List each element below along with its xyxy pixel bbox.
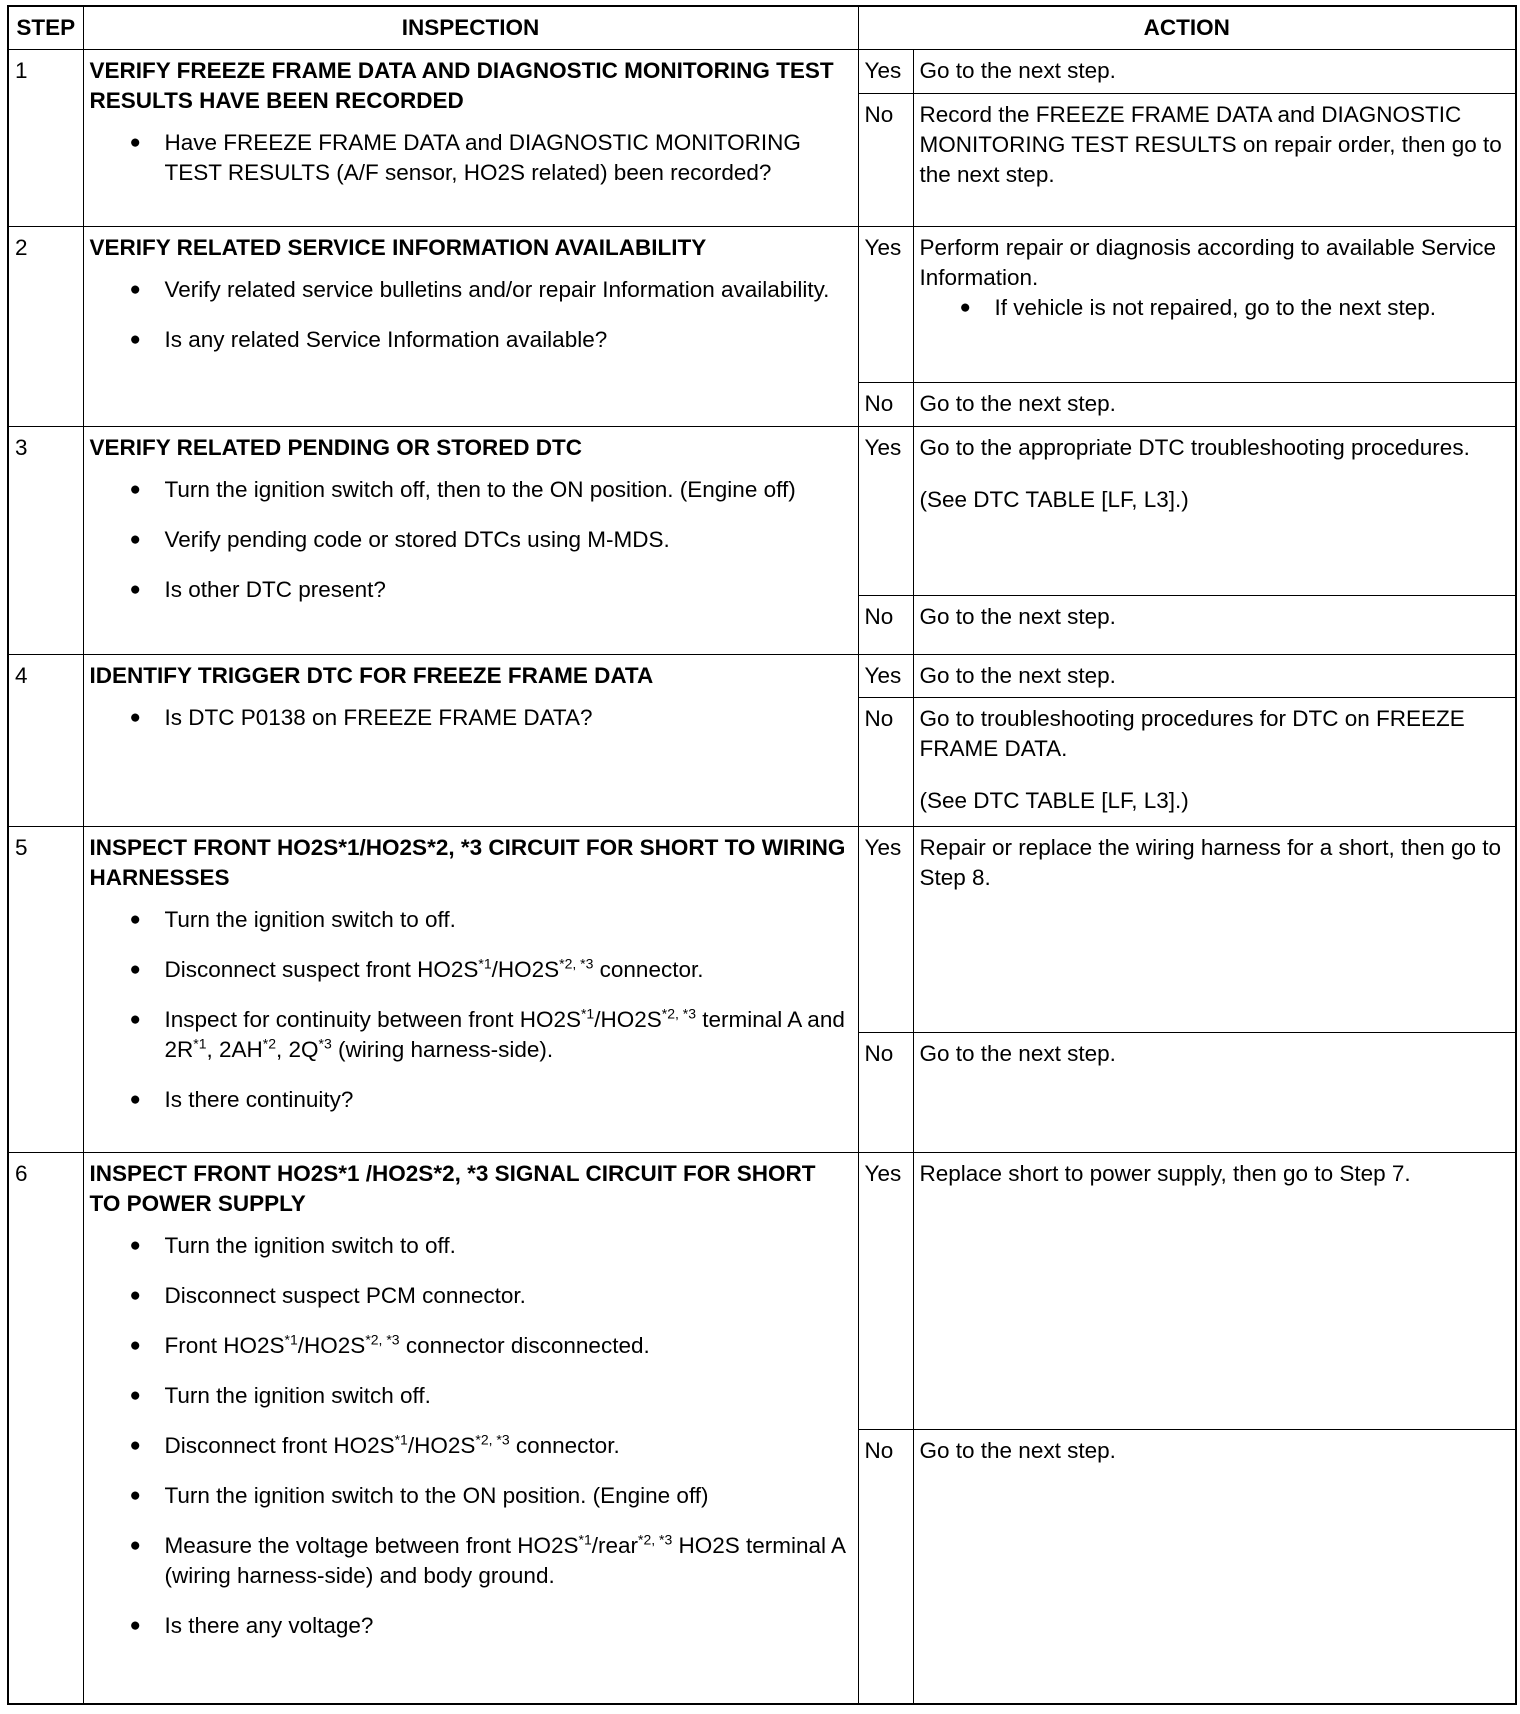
yes-action: Go to the appropriate DTC troubleshooting procedures. [919,434,1470,460]
action-bullets [920,293,1510,323]
step-row-3 [8,426,1516,596]
inspection-bullet: ● Inspect for continuity between front $HO2S^{*1}/HO2S^{*2, *3}$ terminal A and $2R^{*1}$, 2AH$^{*2}$, $2Q^{*3}$ (wiring harness-side). [90,1005,852,1065]
yes-action: Repair or replace the wiring harness for a short, then go to Step 8. [913,827,1516,1033]
inspection-bullet: ● Disconnect suspect front $HO2S^{*1}/HO2S^{*2, *3}$ connector. [90,955,852,985]
inspection-bullet: ● Turn the ignition switch off. [90,1381,852,1411]
step-row-1 [8,50,1516,93]
inspection-cell [83,654,858,827]
yes-label: Yes [858,426,913,596]
inspection-title: VERIFY RELATED PENDING OR STORED DTC [89,434,583,460]
inspection-bullet: ● Is DTC P0138 on FREEZE FRAME DATA? [90,703,852,733]
step-number: 6 [8,1153,83,1704]
inspection-title: INSPECT FRONT HO2S*1/HO2S*2, *3 CIRCUIT FOR SHORT TO WIRING HARNESSES [89,835,846,891]
inspection-bullet: ● Is any related Service Information available? [90,325,852,355]
step-number: 3 [8,426,83,654]
diagnostic-procedure-table [7,5,1517,1705]
inspection-bullet: ● Is there continuity? [90,1085,852,1115]
yes-action-cell [913,226,1516,382]
inspection-bullets [90,703,852,733]
inspection-bullet: ● Disconnect suspect PCM connector. [90,1281,852,1311]
inspection-bullet: ● Turn the ignition switch to off. [90,905,852,935]
dtc-table-reference: (See DTC TABLE [LF, L3].) [919,486,1189,512]
inspection-bullet: ● Disconnect front $HO2S^{*1}/HO2S^{*2, *3}$ connector. [90,1431,852,1461]
yes-action-cell [913,426,1516,596]
inspection-bullet: ● Measure the voltage between front $HO2S^{*1}/rear^{*2, *3}$ HO2S terminal A (wiring harness-side) and body ground. [90,1531,852,1591]
inspection-bullet: ● Turn the ignition switch off, then to the ON position. (Engine off) [90,475,852,505]
yes-label: Yes [858,226,913,382]
inspection-cell [83,827,858,1153]
inspection-bullets [90,275,852,355]
inspection-bullet: ● Verify related service bulletins and/or repair Information availability. [90,275,852,305]
step-number: 4 [8,654,83,827]
no-action-cell [913,698,1516,827]
inspection-title: VERIFY FREEZE FRAME DATA AND DIAGNOSTIC MONITORING TEST RESULTS HAVE BEEN RECORDED [89,58,834,114]
inspection-cell [83,226,858,426]
yes-action: Go to the next step. [913,654,1516,697]
header-action: ACTION [858,6,1516,50]
step-row-6 [8,1153,1516,1430]
inspection-bullet: ● Is other DTC present? [90,575,852,605]
no-action: Record the FREEZE FRAME DATA and DIAGNOSTIC MONITORING TEST RESULTS on repair order, then go to the next step. [913,93,1516,226]
no-action: Go to the next step. [913,1033,1516,1153]
inspection-bullet: ● Is there any voltage? [90,1611,852,1641]
header-step: STEP [8,6,83,50]
inspection-bullet: ● Verify pending code or stored DTCs using M-MDS. [90,525,852,555]
step-number: 5 [8,827,83,1153]
action-bullet: ● If vehicle is not repaired, go to the next step. [920,293,1510,323]
inspection-bullets [90,905,852,1115]
yes-action: Go to the next step. [913,50,1516,93]
inspection-cell [83,426,858,654]
no-label: No [858,1429,913,1704]
inspection-bullet: ● Turn the ignition switch to off. [90,1231,852,1261]
no-label: No [858,383,913,426]
inspection-cell [83,1153,858,1704]
no-action: Go to the next step. [913,383,1516,426]
no-action: Go to the next step. [913,596,1516,655]
inspection-bullet: ● Turn the ignition switch to the ON position. (Engine off) [90,1481,852,1511]
table-header-row [8,6,1516,50]
no-label: No [858,596,913,655]
inspection-title: IDENTIFY TRIGGER DTC FOR FREEZE FRAME DATA [89,662,654,688]
inspection-cell [83,50,858,227]
no-label: No [858,698,913,827]
no-label: No [858,93,913,226]
inspection-title: INSPECT FRONT HO2S*1 /HO2S*2, *3 SIGNAL CIRCUIT FOR SHORT TO POWER SUPPLY [89,1161,816,1217]
yes-label: Yes [858,50,913,93]
inspection-bullet: ● Front $HO2S^{*1}/HO2S^{*2, *3}$ connector disconnected. [90,1331,852,1361]
step-row-5 [8,827,1516,1033]
yes-label: Yes [858,827,913,1033]
yes-label: Yes [858,1153,913,1430]
header-inspection: INSPECTION [83,6,858,50]
step-row-4 [8,654,1516,697]
inspection-bullets [90,475,852,605]
no-action: Go to the next step. [913,1429,1516,1704]
step-row-2 [8,226,1516,382]
inspection-bullets [90,128,852,188]
no-action: Go to troubleshooting procedures for DTC on FREEZE FRAME DATA. [919,706,1465,762]
yes-label: Yes [858,654,913,697]
step-number: 1 [8,50,83,227]
inspection-bullet: ● Have FREEZE FRAME DATA and DIAGNOSTIC MONITORING TEST RESULTS (A/F sensor, HO2S related) been recorded? [90,128,852,188]
step-number: 2 [8,226,83,426]
yes-action: Perform repair or diagnosis according to available Service Information. [919,234,1497,290]
inspection-bullets [90,1231,852,1641]
yes-action: Replace short to power supply, then go to Step 7. [913,1153,1516,1430]
inspection-title: VERIFY RELATED SERVICE INFORMATION AVAILABILITY [89,234,707,260]
no-label: No [858,1033,913,1153]
dtc-table-reference: (See DTC TABLE [LF, L3].) [919,788,1189,814]
